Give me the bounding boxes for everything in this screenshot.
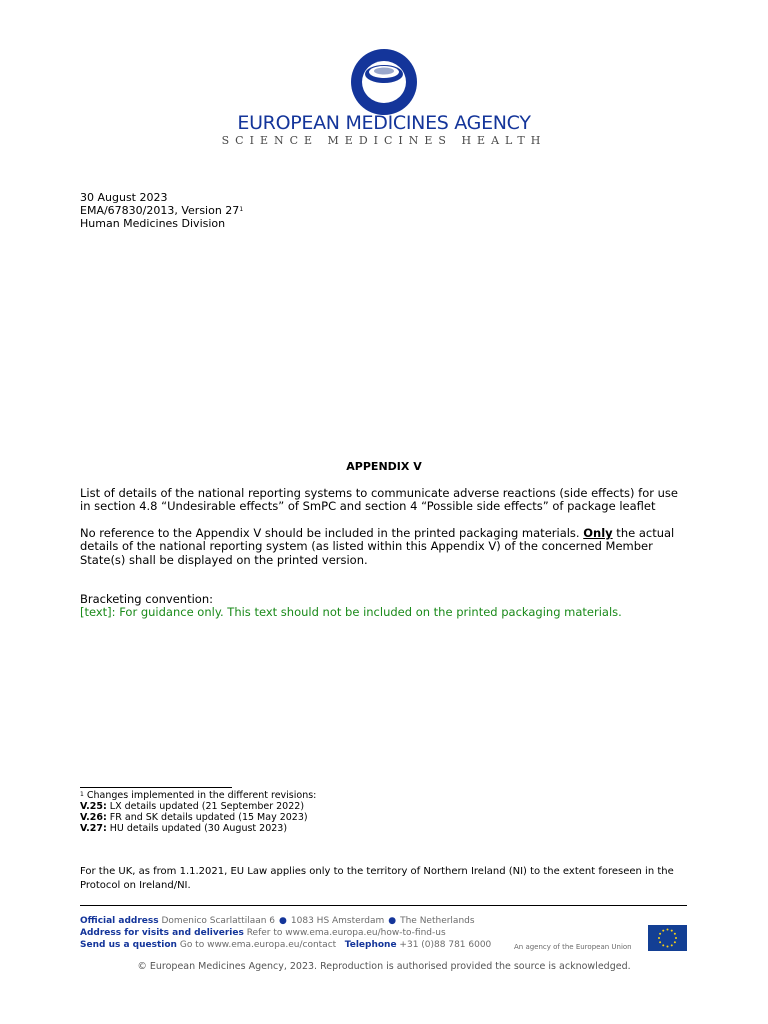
logo-agency-name: EUROPEAN MEDICINES AGENCY — [237, 112, 531, 134]
eu-flag-icon — [648, 925, 687, 951]
question-link[interactable]: Go to www.ema.europa.eu/contact — [179, 940, 337, 950]
footnote-version: V.25: — [80, 801, 107, 812]
question-label: Send us a question — [80, 940, 177, 950]
footnote-text: LX details updated (21 September 2022) — [106, 801, 305, 812]
footnote-intro-text: Changes implemented in the different revisions: — [83, 790, 317, 801]
uk-note: For the UK, as from 1.1.2021, EU Law applies only to the territory of Northern Ireland (NI) to the extent foreseen in the Protocol on Ireland/NI. — [80, 866, 674, 891]
visits-label: Address for visits and deliveries — [80, 928, 244, 938]
para2-after: the actual details of the national reporting system (as listed within this Appendix V) of the concerned Member State(s) shall be displayed on the printed version. — [80, 526, 675, 567]
logo-tagline: SCIENCE MEDICINES HEALTH — [221, 134, 547, 147]
copyright-notice: © European Medicines Agency, 2023. Reproduction is authorised provided the source is acknowledged. — [137, 961, 631, 972]
separator-dot-icon: ● — [279, 916, 287, 926]
footer-divider — [80, 905, 687, 906]
official-address-label: Official address — [80, 916, 159, 926]
footnote-text: HU details updated (30 August 2023) — [106, 823, 288, 834]
intro-paragraph: List of details of the national reporting systems to communicate adverse reactions (side effects) for use in section 4.8 “Undesirable effects” of SmPC and section 4 “Possible side effects” of package leaflet — [80, 486, 678, 514]
reference-paragraph — [80, 527, 690, 567]
contact-line — [80, 939, 491, 951]
footnote-item — [80, 801, 304, 813]
telephone-number: +31 (0)88 781 6000 — [399, 940, 492, 950]
footnote-mark: 1 — [239, 206, 244, 213]
footnote-version: V.26: — [80, 812, 107, 823]
para2-emphasis: Only — [583, 526, 613, 540]
official-street: Domenico Scarlattilaan 6 — [161, 916, 276, 926]
visits-link[interactable]: Refer to www.ema.europa.eu/how-to-find-us — [246, 928, 446, 938]
document-reference — [80, 204, 243, 217]
official-city: 1083 HS Amsterdam — [290, 916, 385, 926]
para2-before: No reference to the Appendix V should be included in the printed packaging materials. — [80, 526, 584, 540]
page-title: APPENDIX V — [346, 460, 422, 473]
separator-dot-icon: ● — [388, 916, 397, 926]
footnote-intro-mark: 1 — [80, 791, 84, 798]
official-country: The Netherlands — [400, 916, 475, 926]
telephone-label: Telephone — [344, 940, 397, 950]
ema-emblem-icon — [350, 48, 418, 116]
visits-address — [80, 927, 446, 939]
footnote-item — [80, 823, 287, 835]
bracketing-text: [text]: For guidance only. This text should not be included on the printed packaging materials. — [80, 605, 622, 619]
footnote-version: V.27: — [80, 823, 107, 834]
bracketing-label: Bracketing convention: — [80, 592, 213, 606]
document-division: Human Medicines Division — [80, 217, 226, 230]
footnote-text: FR and SK details updated (15 May 2023) — [106, 812, 308, 823]
footnote-item — [80, 812, 308, 824]
footnote-divider — [80, 787, 232, 788]
agency-note: An agency of the European Union — [514, 943, 632, 951]
document-date: 30 August 2023 — [80, 191, 168, 204]
ema-logo — [200, 26, 568, 190]
official-address — [80, 915, 475, 927]
footnote-intro — [80, 790, 316, 802]
reference-text: EMA/67830/2013, Version 27 — [80, 204, 240, 217]
